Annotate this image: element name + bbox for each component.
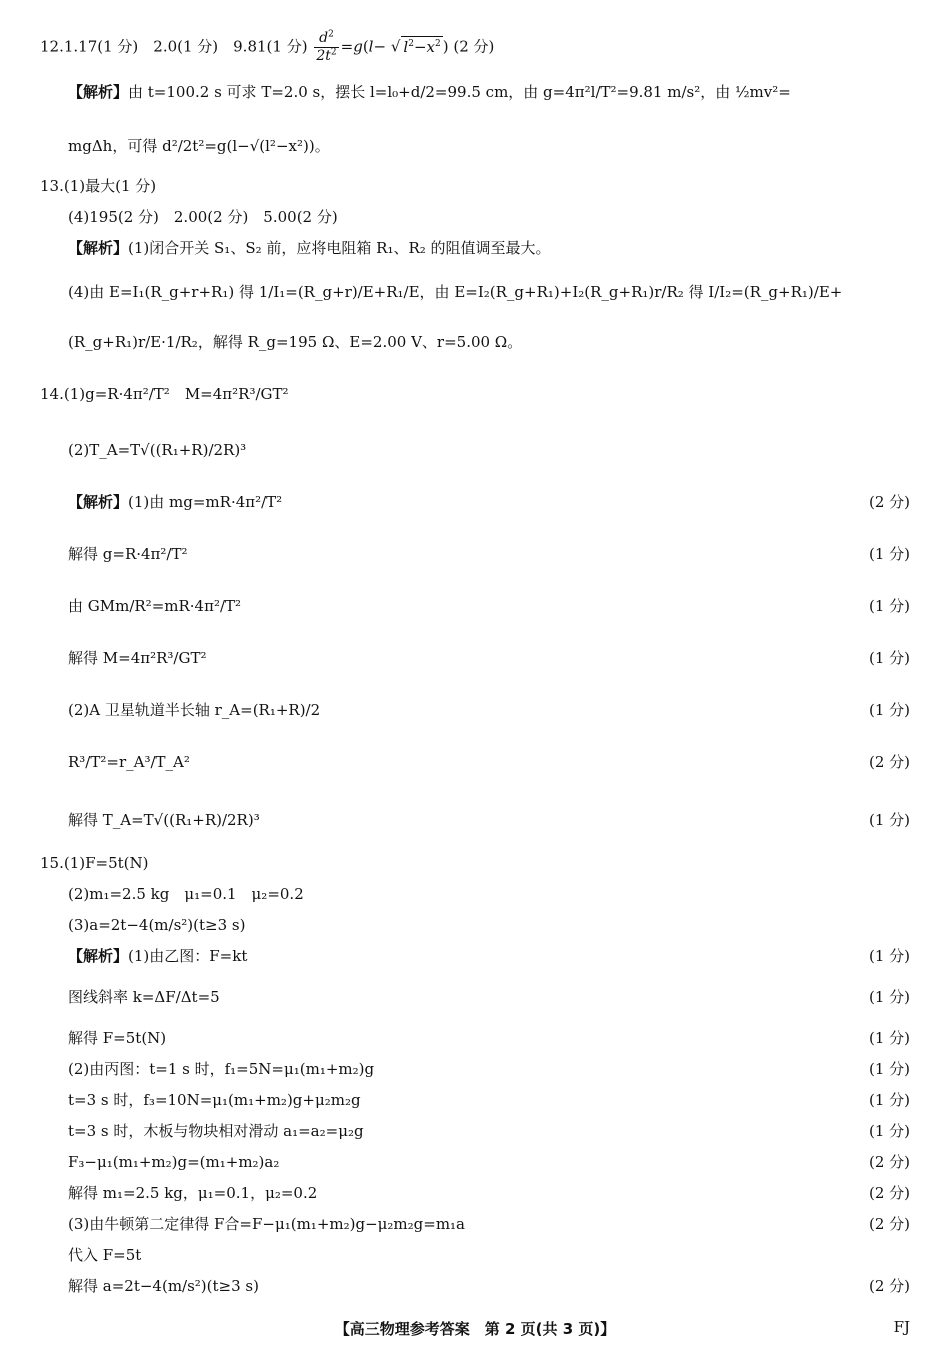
q12-analysis-2 [68,136,910,156]
q12-formula: $\frac{d^2}{2t^2}$ [316,29,337,64]
q15-step-text: 代入 F=5t [68,1246,142,1264]
q12-answer: 12.1.17(1 分) 2.0(1 分) 9.81(1 分) $\frac{d^2}{2t^2}$ =g(l− √ $l^2-x^2$ ) (2 分) [40,29,495,64]
q14-answer-1: 14.(1)g=R·4π²/T² M=4π²R³/GT² [40,385,289,403]
q15-step-points: (1 分) [868,988,910,1006]
q15-step-points: (1 分) [868,1091,910,1109]
q14-step-points: (1 分) [868,701,910,719]
q14-step-text: 解得 M=4π²R³/GT² [68,649,207,667]
q15-step-text: 解得 F=5t(N) [68,1029,167,1047]
q15-step-points: (1 分) [868,947,910,965]
q12-analysis-text-1: 由 t=100.2 s 可求 T=2.0 s，摆长 l=l₀+d/2=99.5 cm，由 g=4π²l/T²=9.81 m/s²，由 ½mv²= [128,83,791,101]
q13-analysis-text-4a: (4)由 E=I₁(R_g+r+R₁) 得 1/I₁=(R_g+r)/E+R₁/E，由 E=I₂(R_g+R₁)+I₂(R_g+R₁)r/R₂ 得 I/I₂=(R_g+R₁)/E+ [68,283,843,301]
analysis-label: 【解析】 [68,239,129,257]
q15-step-text: 解得 a=2t−4(m/s²)(t≥3 s) [68,1277,259,1295]
q15-step-points: (2 分) [868,1184,910,1202]
q15-step-points: (2 分) [868,1277,910,1295]
q14-step-points: (2 分) [868,493,910,511]
q14-step-text: (2)A 卫星轨道半长轴 r_A=(R₁+R)/2 [68,701,321,719]
q14-step-points: (1 分) [868,811,910,829]
q13-analysis-1 [68,238,910,258]
q14-step-text: 解得 g=R·4π²/T² [68,545,188,563]
q15-step-text: (2)由丙图：t=1 s 时，f₁=5N=μ₁(m₁+m₂)g [68,1060,375,1078]
q14-step-points: (1 分) [868,649,910,667]
q15-step-text: t=3 s 时，f₃=10N=μ₁(m₁+m₂)g+μ₂m₂g [68,1091,361,1109]
q14-step-text: R³/T²=r_A³/T_A² [68,753,190,771]
q15-step-points: (1 分) [868,1060,910,1078]
q15-step-points: (1 分) [868,1029,910,1047]
analysis-label: 【解析】 [68,947,129,965]
q14-analysis-label-line [68,492,910,512]
q12-analysis-1 [68,82,910,102]
q14-step-text: 解得 T_A=T√((R₁+R)/2R)³ [68,811,260,829]
q14-step-text: 由 GMm/R²=mR·4π²/T² [68,597,242,615]
q12-formula-points: (2 分) [453,37,495,56]
q14-step-points: (2 分) [868,753,910,771]
q15-step-text: (3)由牛顿第二定律得 F合=F−μ₁(m₁+m₂)g−μ₂m₂g=m₁a [68,1215,465,1233]
q13-answer-4: (4)195(2 分) 2.00(2 分) 5.00(2 分) [68,208,338,226]
q15-answer-3: (3)a=2t−4(m/s²)(t≥3 s) [68,916,246,934]
q15-step-text: 解得 m₁=2.5 kg，μ₁=0.1，μ₂=0.2 [68,1184,318,1202]
q12-answer-text: 12.1.17(1 分) 2.0(1 分) 9.81(1 分) [40,37,308,56]
q15-step-text: 图线斜率 k=ΔF/Δt=5 [68,988,220,1006]
q14-step-text: (1)由 mg=mR·4π²/T² [128,493,283,511]
q15-step-points: (2 分) [868,1215,910,1233]
q15-step-points: (1 分) [868,1122,910,1140]
q13-answer-1: 13.(1)最大(1 分) [40,177,157,195]
page-footer-title: 【高三物理参考答案 第 2 页(共 3 页)】 [334,1320,616,1338]
q14-step-points: (1 分) [868,545,910,563]
q12-analysis-text-2: mgΔh，可得 d²/2t²=g(l−√(l²−x²))。 [68,137,330,155]
q14-step-points: (1 分) [868,597,910,615]
page-footer-code: FJ [893,1318,910,1336]
q15-step-text: (1)由乙图：F=kt [128,947,248,965]
q15-analysis-label-line [68,946,910,966]
q15-answer-1: 15.(1)F=5t(N) [40,854,149,872]
q13-analysis-text-1: (1)闭合开关 S₁、S₂ 前，应将电阻箱 R₁、R₂ 的阻值调至最大。 [128,239,551,257]
q15-step-text: t=3 s 时，木板与物块相对滑动 a₁=a₂=μ₂g [68,1122,364,1140]
q15-step-text: F₃−μ₁(m₁+m₂)g=(m₁+m₂)a₂ [68,1153,280,1171]
q15-answer-2: (2)m₁=2.5 kg μ₁=0.1 μ₂=0.2 [68,885,304,903]
q14-answer-2: (2)T_A=T√((R₁+R)/2R)³ [68,441,247,459]
analysis-label: 【解析】 [68,493,129,511]
analysis-label: 【解析】 [68,83,129,101]
q13-analysis-text-4b: (R_g+R₁)r/E·1/R₂，解得 R_g=195 Ω、E=2.00 V、r=5.00 Ω。 [68,333,523,351]
q15-step-points: (2 分) [868,1153,910,1171]
